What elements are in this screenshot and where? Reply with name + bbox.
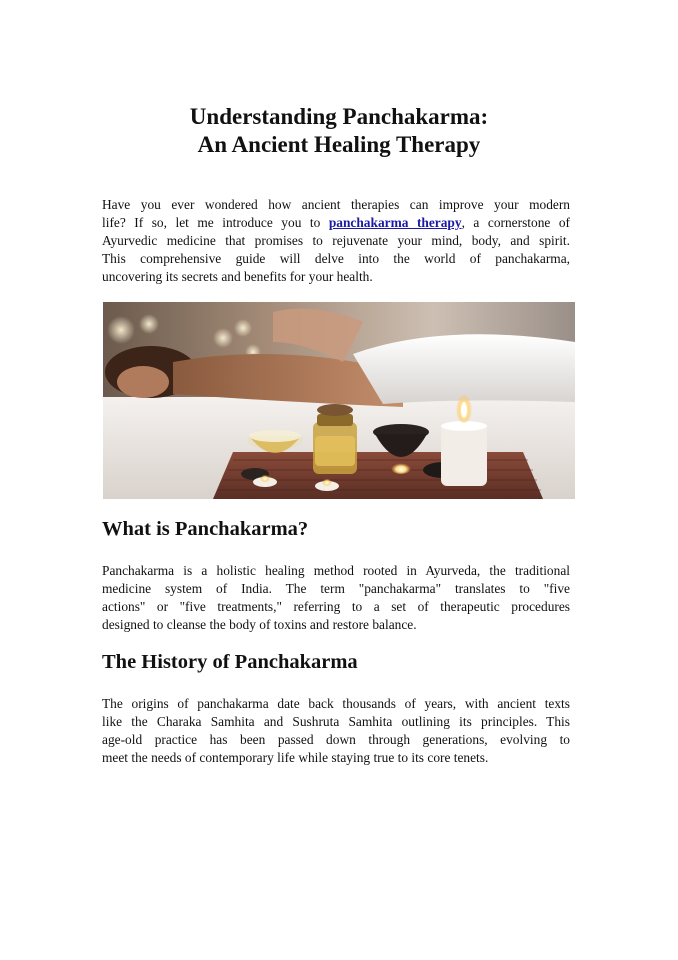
panchakarma-therapy-link[interactable]: panchakarma therapy <box>328 215 462 230</box>
section-line: meet the needs of contemporary life while staying true to its core tenets. <box>102 750 489 765</box>
section-line: designed to cleanse the body of toxins and restore balance. <box>102 617 417 632</box>
section-line: age-old practice has been passed down through generations, evolving to <box>102 732 570 747</box>
intro-paragraph <box>102 196 570 286</box>
section-heading-what-is: What is Panchakarma? <box>102 518 309 540</box>
hero-image-massage-spa <box>103 302 575 499</box>
section-heading-history: The History of Panchakarma <box>102 651 358 673</box>
section-line: Panchakarma is a holistic healing method rooted in Ayurveda, the traditional <box>102 563 570 578</box>
intro-line: uncovering its secrets and benefits for your health. <box>102 269 373 284</box>
intro-text: , a cornerstone of <box>461 215 571 230</box>
section-paragraph-history <box>102 695 570 767</box>
page-title-line-1: Understanding Panchakarma: <box>189 104 489 129</box>
section-line: like the Charaka Samhita and Sushruta Samhita outlining its principles. This <box>102 714 570 729</box>
intro-line: This comprehensive guide will delve into the world of panchakarma, <box>102 251 570 266</box>
page-title-line-2: An Ancient Healing Therapy <box>197 132 481 157</box>
page-title <box>0 103 678 159</box>
section-line: The origins of panchakarma date back thousands of years, with ancient texts <box>102 696 570 711</box>
intro-line-with-link <box>102 214 570 232</box>
intro-line: Have you ever wondered how ancient therapies can improve your modern <box>102 197 570 212</box>
intro-line: Ayurvedic medicine that promises to rejuvenate your mind, body, and spirit. <box>102 233 570 248</box>
section-paragraph-what-is <box>102 562 570 634</box>
intro-text: life? If so, let me introduce you to <box>102 215 329 230</box>
section-line: medicine system of India. The term "panchakarma" translates to "five <box>102 581 570 596</box>
section-line: actions" or "five treatments," referring to a set of therapeutic procedures <box>102 599 570 614</box>
